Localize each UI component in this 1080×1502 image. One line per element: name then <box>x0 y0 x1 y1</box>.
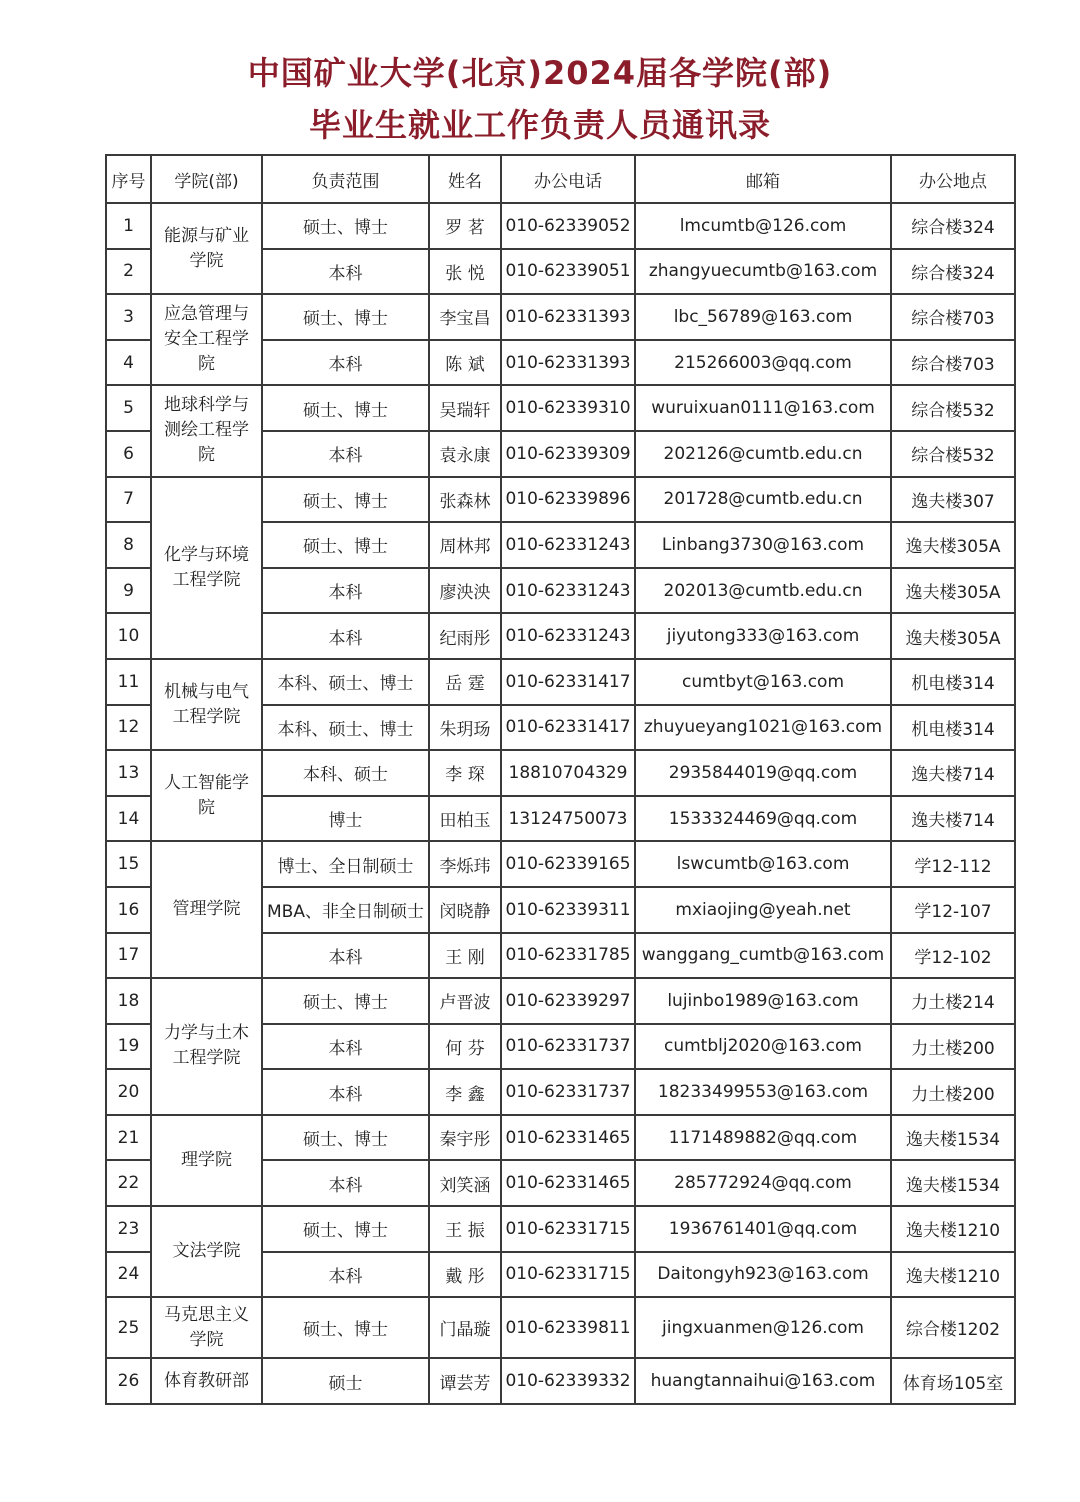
contact-name: 吴瑞轩 <box>429 385 501 431</box>
row-number: 6 <box>106 431 151 477</box>
contact-name: 袁永康 <box>429 431 501 477</box>
header-scope: 负责范围 <box>262 155 429 203</box>
college-name: 管理学院 <box>151 841 262 978</box>
office-phone: 010-62331243 <box>501 522 635 568</box>
responsibility-scope: 博士 <box>262 796 429 842</box>
office-phone: 010-62339811 <box>501 1297 635 1358</box>
row-number: 23 <box>106 1206 151 1252</box>
office-location: 逸夫楼1210 <box>891 1206 1015 1252</box>
email-address: jiyutong333@163.com <box>635 613 891 659</box>
email-address: jingxuanmen@126.com <box>635 1297 891 1358</box>
office-phone: 010-62339309 <box>501 431 635 477</box>
contact-name: 何 芬 <box>429 1024 501 1070</box>
document-title-line1: 中国矿业大学(北京)2024届各学院(部) <box>247 54 833 92</box>
email-address: 1171489882@qq.com <box>635 1115 891 1161</box>
email-address: wuruixuan0111@163.com <box>635 385 891 431</box>
office-location: 逸夫楼1210 <box>891 1252 1015 1298</box>
row-number: 4 <box>106 340 151 386</box>
contact-name: 闵晓静 <box>429 887 501 933</box>
contact-name: 李 琛 <box>429 750 501 796</box>
responsibility-scope: 硕士、博士 <box>262 522 429 568</box>
college-name: 地球科学与测绘工程学院 <box>151 385 262 476</box>
row-number: 5 <box>106 385 151 431</box>
office-phone: 010-62331465 <box>501 1115 635 1161</box>
office-phone: 010-62331715 <box>501 1252 635 1298</box>
header-office: 办公地点 <box>891 155 1015 203</box>
office-phone: 010-62339896 <box>501 477 635 523</box>
office-location: 综合楼532 <box>891 385 1015 431</box>
table-row <box>106 1358 1015 1404</box>
responsibility-scope: 本科 <box>262 1160 429 1206</box>
college-name: 化学与环境工程学院 <box>151 477 262 659</box>
office-location: 力土楼200 <box>891 1024 1015 1070</box>
table-row <box>106 841 1015 887</box>
table-row <box>106 978 1015 1024</box>
contact-name: 纪雨彤 <box>429 613 501 659</box>
office-location: 学12-112 <box>891 841 1015 887</box>
office-location: 机电楼314 <box>891 705 1015 751</box>
contact-name: 刘笑涵 <box>429 1160 501 1206</box>
row-number: 26 <box>106 1358 151 1404</box>
row-number: 24 <box>106 1252 151 1298</box>
row-number: 21 <box>106 1115 151 1161</box>
contact-name: 王 刚 <box>429 933 501 979</box>
row-number: 2 <box>106 249 151 295</box>
table-row <box>106 1297 1015 1358</box>
row-number: 7 <box>106 477 151 523</box>
row-number: 14 <box>106 796 151 842</box>
office-phone: 010-62331737 <box>501 1024 635 1070</box>
email-address: lswcumtb@163.com <box>635 841 891 887</box>
email-address: lbc_56789@163.com <box>635 294 891 340</box>
office-location: 机电楼314 <box>891 659 1015 705</box>
email-address: 285772924@qq.com <box>635 1160 891 1206</box>
row-number: 11 <box>106 659 151 705</box>
header-phone: 办公电话 <box>501 155 635 203</box>
email-address: zhangyuecumtb@163.com <box>635 249 891 295</box>
office-phone: 010-62331393 <box>501 294 635 340</box>
row-number: 22 <box>106 1160 151 1206</box>
contact-name: 戴 彤 <box>429 1252 501 1298</box>
office-location: 逸夫楼1534 <box>891 1160 1015 1206</box>
email-address: 202013@cumtb.edu.cn <box>635 568 891 614</box>
responsibility-scope: 本科 <box>262 1252 429 1298</box>
responsibility-scope: 硕士、博士 <box>262 477 429 523</box>
email-address: 201728@cumtb.edu.cn <box>635 477 891 523</box>
responsibility-scope: 本科 <box>262 933 429 979</box>
email-address: 1936761401@qq.com <box>635 1206 891 1252</box>
responsibility-scope: 硕士、博士 <box>262 1297 429 1358</box>
row-number: 18 <box>106 978 151 1024</box>
email-address: cumtbyt@163.com <box>635 659 891 705</box>
responsibility-scope: 本科 <box>262 249 429 295</box>
office-phone: 010-62331243 <box>501 613 635 659</box>
responsibility-scope: 本科 <box>262 340 429 386</box>
contact-table-body <box>106 203 1015 1404</box>
email-address: lujinbo1989@163.com <box>635 978 891 1024</box>
email-address: Daitongyh923@163.com <box>635 1252 891 1298</box>
contact-name: 朱玥玚 <box>429 705 501 751</box>
contact-name: 李 鑫 <box>429 1069 501 1115</box>
header-email: 邮箱 <box>635 155 891 203</box>
table-row <box>106 1206 1015 1252</box>
responsibility-scope: 硕士 <box>262 1358 429 1404</box>
contact-name: 李烁玮 <box>429 841 501 887</box>
office-location: 逸夫楼307 <box>891 477 1015 523</box>
table-row <box>106 385 1015 431</box>
responsibility-scope: 硕士、博士 <box>262 203 429 249</box>
header-row <box>106 155 1015 203</box>
row-number: 13 <box>106 750 151 796</box>
row-number: 12 <box>106 705 151 751</box>
row-number: 25 <box>106 1297 151 1358</box>
responsibility-scope: 本科、硕士、博士 <box>262 659 429 705</box>
office-phone: 010-62331785 <box>501 933 635 979</box>
office-phone: 010-62339051 <box>501 249 635 295</box>
contact-name: 王 振 <box>429 1206 501 1252</box>
office-location: 逸夫楼305A <box>891 613 1015 659</box>
college-name: 力学与土木工程学院 <box>151 978 262 1115</box>
row-number: 19 <box>106 1024 151 1070</box>
table-row <box>106 659 1015 705</box>
office-phone: 010-62339165 <box>501 841 635 887</box>
email-address: huangtannaihui@163.com <box>635 1358 891 1404</box>
office-location: 逸夫楼305A <box>891 522 1015 568</box>
office-location: 力土楼200 <box>891 1069 1015 1115</box>
office-location: 综合楼703 <box>891 340 1015 386</box>
contact-name: 岳 霆 <box>429 659 501 705</box>
table-row <box>106 203 1015 249</box>
office-phone: 13124750073 <box>501 796 635 842</box>
responsibility-scope: 硕士、博士 <box>262 978 429 1024</box>
row-number: 9 <box>106 568 151 614</box>
office-phone: 010-62339052 <box>501 203 635 249</box>
responsibility-scope: 博士、全日制硕士 <box>262 841 429 887</box>
table-row <box>106 1115 1015 1161</box>
email-address: lmcumtb@126.com <box>635 203 891 249</box>
office-location: 学12-102 <box>891 933 1015 979</box>
row-number: 10 <box>106 613 151 659</box>
office-phone: 010-62339311 <box>501 887 635 933</box>
contact-name: 卢晋波 <box>429 978 501 1024</box>
email-address: 1533324469@qq.com <box>635 796 891 842</box>
office-location: 逸夫楼1534 <box>891 1115 1015 1161</box>
office-phone: 010-62331465 <box>501 1160 635 1206</box>
office-location: 综合楼324 <box>891 249 1015 295</box>
email-address: cumtblj2020@163.com <box>635 1024 891 1070</box>
office-location: 学12-107 <box>891 887 1015 933</box>
email-address: 202126@cumtb.edu.cn <box>635 431 891 477</box>
responsibility-scope: 本科 <box>262 1024 429 1070</box>
office-location: 逸夫楼714 <box>891 750 1015 796</box>
contact-name: 周林邦 <box>429 522 501 568</box>
contact-name: 门晶璇 <box>429 1297 501 1358</box>
office-phone: 010-62339297 <box>501 978 635 1024</box>
office-location: 综合楼532 <box>891 431 1015 477</box>
header-college: 学院(部) <box>151 155 262 203</box>
email-address: Linbang3730@163.com <box>635 522 891 568</box>
table-row <box>106 477 1015 523</box>
college-name: 体育教研部 <box>151 1358 262 1404</box>
row-number: 3 <box>106 294 151 340</box>
contact-name: 张 悦 <box>429 249 501 295</box>
office-phone: 010-62331243 <box>501 568 635 614</box>
responsibility-scope: 本科 <box>262 568 429 614</box>
contact-name: 谭芸芳 <box>429 1358 501 1404</box>
office-phone: 010-62331417 <box>501 659 635 705</box>
email-address: zhuyueyang1021@163.com <box>635 705 891 751</box>
office-phone: 010-62331393 <box>501 340 635 386</box>
office-phone: 010-62339310 <box>501 385 635 431</box>
email-address: wanggang_cumtb@163.com <box>635 933 891 979</box>
college-name: 应急管理与安全工程学院 <box>151 294 262 385</box>
office-location: 综合楼703 <box>891 294 1015 340</box>
row-number: 16 <box>106 887 151 933</box>
office-phone: 010-62331715 <box>501 1206 635 1252</box>
responsibility-scope: 本科、硕士、博士 <box>262 705 429 751</box>
contact-name: 廖泱泱 <box>429 568 501 614</box>
email-address: 18233499553@163.com <box>635 1069 891 1115</box>
office-phone: 010-62331417 <box>501 705 635 751</box>
office-phone: 18810704329 <box>501 750 635 796</box>
responsibility-scope: 本科 <box>262 431 429 477</box>
email-address: 215266003@qq.com <box>635 340 891 386</box>
contact-name: 李宝昌 <box>429 294 501 340</box>
responsibility-scope: 硕士、博士 <box>262 385 429 431</box>
contact-name: 张森林 <box>429 477 501 523</box>
college-name: 文法学院 <box>151 1206 262 1297</box>
responsibility-scope: 硕士、博士 <box>262 294 429 340</box>
contact-name: 田柏玉 <box>429 796 501 842</box>
office-phone: 010-62331737 <box>501 1069 635 1115</box>
office-location: 综合楼324 <box>891 203 1015 249</box>
row-number: 8 <box>106 522 151 568</box>
header-no: 序号 <box>106 155 151 203</box>
responsibility-scope: 硕士、博士 <box>262 1115 429 1161</box>
office-location: 体育场105室 <box>891 1358 1015 1404</box>
row-number: 1 <box>106 203 151 249</box>
office-location: 逸夫楼714 <box>891 796 1015 842</box>
college-name: 能源与矿业学院 <box>151 203 262 294</box>
responsibility-scope: 本科、硕士 <box>262 750 429 796</box>
document-title-line2: 毕业生就业工作负责人员通讯录 <box>308 106 771 144</box>
contact-table <box>105 154 1016 1405</box>
row-number: 15 <box>106 841 151 887</box>
contact-name: 秦宇彤 <box>429 1115 501 1161</box>
college-name: 理学院 <box>151 1115 262 1206</box>
table-row <box>106 750 1015 796</box>
email-address: mxiaojing@yeah.net <box>635 887 891 933</box>
email-address: 2935844019@qq.com <box>635 750 891 796</box>
contact-name: 罗 茗 <box>429 203 501 249</box>
table-row <box>106 294 1015 340</box>
row-number: 17 <box>106 933 151 979</box>
responsibility-scope: 本科 <box>262 613 429 659</box>
contact-name: 陈 斌 <box>429 340 501 386</box>
office-location: 力土楼214 <box>891 978 1015 1024</box>
row-number: 20 <box>106 1069 151 1115</box>
college-name: 人工智能学院 <box>151 750 262 841</box>
office-location: 逸夫楼305A <box>891 568 1015 614</box>
college-name: 马克思主义学院 <box>151 1297 262 1358</box>
responsibility-scope: 硕士、博士 <box>262 1206 429 1252</box>
office-location: 综合楼1202 <box>891 1297 1015 1358</box>
header-name: 姓名 <box>429 155 501 203</box>
office-phone: 010-62339332 <box>501 1358 635 1404</box>
college-name: 机械与电气工程学院 <box>151 659 262 750</box>
responsibility-scope: MBA、非全日制硕士 <box>262 887 429 933</box>
responsibility-scope: 本科 <box>262 1069 429 1115</box>
